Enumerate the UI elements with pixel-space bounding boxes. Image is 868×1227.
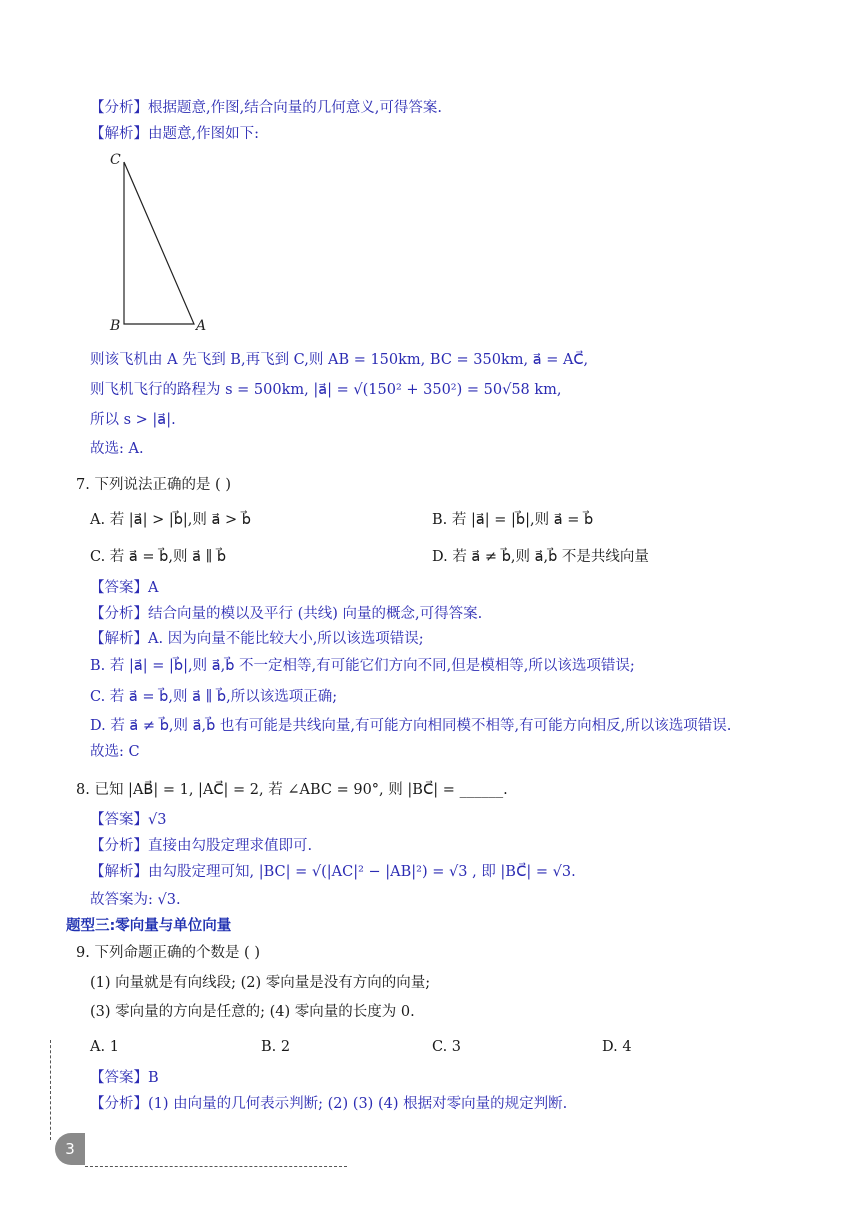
solution-line: 则该飞机由 A 先飞到 B,再飞到 C,则 AB = 150km, BC = 350km, a⃗ = AC⃗, (90, 352, 589, 368)
q8-final-answer: 故答案为: √3. (90, 892, 181, 908)
q7-answer: 【答案】A (90, 580, 159, 596)
q7-analysis: 【分析】结合向量的模以及平行 (共线) 向量的概念,可得答案. (90, 606, 483, 622)
analysis-line: 【分析】根据题意,作图,结合向量的几何意义,可得答案. (90, 100, 442, 116)
vertex-c-label: C (110, 152, 121, 168)
solution-line: 所以 s > |a⃗|. (90, 412, 176, 428)
page-number: 3 (55, 1133, 85, 1165)
q9-analysis: 【分析】(1) 由向量的几何表示判断; (2) (3) (4) 根据对零向量的规定判断. (90, 1096, 568, 1112)
choice-line: 故选: A. (90, 441, 144, 457)
q8-answer: 【答案】√3 (90, 812, 167, 828)
q7-option-b: B. 若 |a⃗| = |b⃗|,则 a⃗ = b⃗ (432, 512, 594, 528)
section-heading: 题型三:零向量与单位向量 (66, 918, 232, 934)
q7-option-a: A. 若 |a⃗| > |b⃗|,则 a⃗ > b⃗ (90, 512, 251, 528)
q8-analysis: 【分析】直接由勾股定理求值即可. (90, 838, 313, 854)
question-7: 7. 下列说法正确的是 ( ) (76, 477, 231, 493)
q9-option-a: A. 1 (90, 1039, 119, 1055)
solution-line: 则飞机飞行的路程为 s = 500km, |a⃗| = √(150² + 350²) = 50√58 km, (90, 382, 562, 398)
q9-option-b: B. 2 (261, 1039, 291, 1055)
solution-line: 【解析】由题意,作图如下: (90, 126, 259, 142)
question-9: 9. 下列命题正确的个数是 ( ) (76, 945, 260, 961)
q7-solution: 【解析】A. 因为向量不能比较大小,所以该选项错误; (90, 631, 424, 647)
question-8: 8. 已知 |AB⃗| = 1, |AC⃗| = 2, 若 ∠ABC = 90°, 则 |BC⃗| = ______. (76, 782, 508, 798)
q7-solution: C. 若 a⃗ = b⃗,则 a⃗ ∥ b⃗,所以该选项正确; (90, 689, 338, 705)
q8-solution: 【解析】由勾股定理可知, |BC| = √(|AC|² − |AB|²) = √3 , 即 |BC⃗| = √3. (90, 864, 576, 880)
q7-solution: B. 若 |a⃗| = |b⃗|,则 a⃗,b⃗ 不一定相等,有可能它们方向不同,但是模相等,所以该选项错误; (90, 658, 635, 674)
q9-option-c: C. 3 (432, 1039, 462, 1055)
vertex-a-label: A (196, 318, 207, 334)
q9-option-d: D. 4 (602, 1039, 632, 1055)
q7-choice: 故选: C (90, 744, 140, 760)
page-border-dashed (50, 1040, 51, 1140)
q9-statement: (3) 零向量的方向是任意的; (4) 零向量的长度为 0. (90, 1004, 415, 1020)
q7-option-c: C. 若 a⃗ = b⃗,则 a⃗ ∥ b⃗ (90, 549, 227, 565)
q9-statement: (1) 向量就是有向线段; (2) 零向量是没有方向的向量; (90, 975, 431, 991)
q7-option-d: D. 若 a⃗ ≠ b⃗,则 a⃗,b⃗ 不是共线向量 (432, 549, 649, 565)
q7-solution: D. 若 a⃗ ≠ b⃗,则 a⃗,b⃗ 也有可能是共线向量,有可能方向相同模不相等,有可能方向相反,所以该选项错误. (90, 718, 732, 734)
page-footer-dashed (85, 1166, 347, 1167)
vertex-b-label: B (110, 318, 121, 334)
triangle-figure (100, 150, 220, 340)
q9-answer: 【答案】B (90, 1070, 159, 1086)
